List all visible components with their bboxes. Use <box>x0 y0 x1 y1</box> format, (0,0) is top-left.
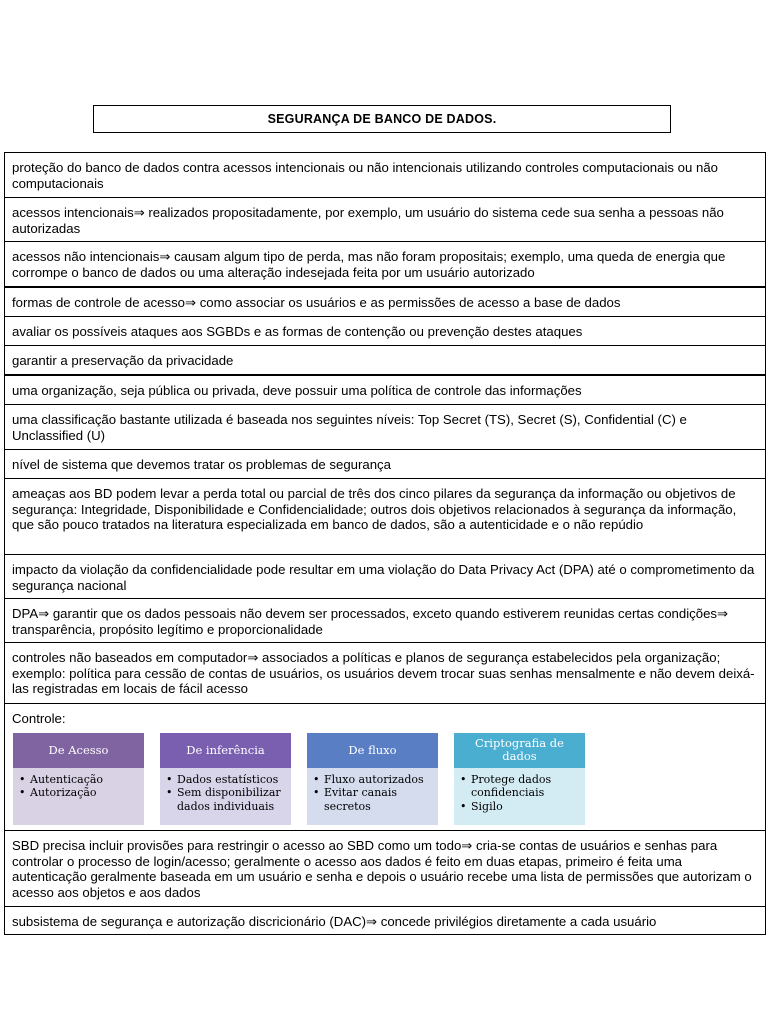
card-item: • Autorização <box>19 786 140 800</box>
card-criptografia <box>454 733 585 825</box>
row-text: garantir a preservação da privacidade <box>12 353 234 368</box>
row-text: acessos intencionais⇒ realizados propositadamente, por exemplo, um usuário do sistema cede sua senha a pessoas não autorizadas <box>12 205 724 236</box>
document-title: SEGURANÇA DE BANCO DE DADOS. <box>93 105 671 133</box>
card-de-acesso <box>13 733 144 825</box>
row-text: acessos não intencionais⇒ causam algum tipo de perda, mas não foram propositais; exemplo, uma queda de energia que corrompe o banco de dados ou uma alteração indesejada feita por um usuário autorizado <box>12 249 726 280</box>
controle-label: Controle: <box>12 711 66 726</box>
row-text: SBD precisa incluir provisões para restringir o acesso ao SBD como um todo⇒ cria-se contas de usuários e senhas para controlar o processo de login/acesso; geralmente o acesso aos dados é feito em duas etapas, primeiro é feita uma autenticação geralmente baseada em um usuário e senha e depois o usuário recebe uma lista de permissões que autorizam o acesso aos objetos e aos dados <box>12 838 752 900</box>
card-item: • Sigilo <box>460 800 581 814</box>
card-item: • Autenticação <box>19 773 140 787</box>
table-row <box>4 288 766 317</box>
row-text: proteção do banco de dados contra acessos intencionais ou não intencionais utilizando controles computacionais ou não computacionais <box>12 160 719 191</box>
table-row <box>4 242 766 288</box>
card-body <box>13 768 144 825</box>
row-text: ameaças aos BD podem levar a perda total ou parcial de três dos cinco pilares da segurança da informação ou objetivos de segurança: Integridade, Disponibilidade e Confidencialidade; outros dois objetivos relacionados à segurança da informação, que são pouco tratados na literatura especializada em banco de dados, são a autenticidade e o não repúdio <box>12 486 737 532</box>
row-text: uma classificação bastante utilizada é baseada nos seguintes níveis: Top Secret (TS), Secret (S), Confidential (C) e Unclassified (U) <box>12 412 687 443</box>
row-text: controles não baseados em computador⇒ associados a políticas e planos de segurança estabelecidos pela organização; exemplo: política para cessão de contas de usuários, os usuários devem trocar suas senhas mensalmente e não devem deixá-las registradas em locais de fácil acesso <box>12 650 755 696</box>
row-text: uma organização, seja pública ou privada, deve possuir uma política de controle das informações <box>12 383 582 398</box>
table-row <box>4 198 766 242</box>
row-text: subsistema de segurança e autorização discricionário (DAC)⇒ concede privilégios diretamente a cada usuário <box>12 914 657 929</box>
table-row <box>4 153 766 198</box>
table-row <box>4 450 766 479</box>
table-row <box>4 479 766 555</box>
card-body <box>307 768 438 825</box>
controle-row <box>4 704 766 831</box>
row-text: formas de controle de acesso⇒ como associar os usuários e as permissões de acesso a base de dados <box>12 295 621 310</box>
card-item: • Sem disponibilizar dados individuais <box>166 786 287 813</box>
card-de-fluxo <box>307 733 438 825</box>
card-item: • Dados estatísticos <box>166 773 287 787</box>
card-header: De inferência <box>160 733 291 768</box>
table-row <box>4 831 766 907</box>
table-row <box>4 643 766 704</box>
card-body <box>454 768 585 825</box>
notes-table <box>4 152 766 935</box>
controle-diagram <box>12 733 759 825</box>
card-body <box>160 768 291 825</box>
table-row <box>4 376 766 405</box>
card-header: De Acesso <box>13 733 144 768</box>
row-text: avaliar os possíveis ataques aos SGBDs e as formas de contenção ou prevenção destes ataques <box>12 324 583 339</box>
table-row <box>4 555 766 599</box>
table-row <box>4 317 766 346</box>
card-header: De fluxo <box>307 733 438 768</box>
table-row <box>4 599 766 643</box>
table-row <box>4 907 766 935</box>
card-item: • Protege dados confidenciais <box>460 773 581 800</box>
row-text: nível de sistema que devemos tratar os problemas de segurança <box>12 457 391 472</box>
card-header: Criptografia de dados <box>454 733 585 768</box>
card-de-inferencia <box>160 733 291 825</box>
row-text: DPA⇒ garantir que os dados pessoais não devem ser processados, exceto quando estiverem reunidas certas condições⇒ transparência, propósito legítimo e proporcionalidade <box>12 606 729 637</box>
card-item: • Evitar canais secretos <box>313 786 434 813</box>
row-text: impacto da violação da confidencialidade pode resultar em uma violação do Data Privacy Act (DPA) até o comprometimento da segurança nacional <box>12 562 755 593</box>
card-item: • Fluxo autorizados <box>313 773 434 787</box>
table-row <box>4 346 766 376</box>
table-row <box>4 405 766 450</box>
